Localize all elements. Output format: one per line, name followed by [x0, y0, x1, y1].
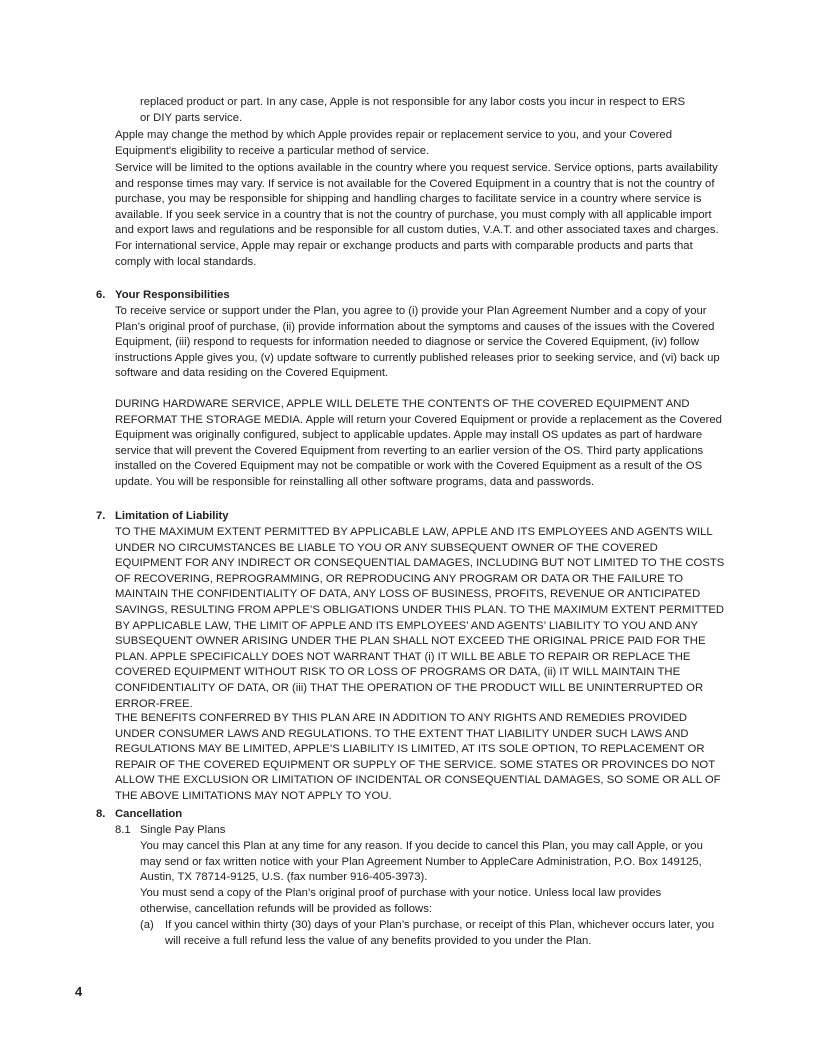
pre-paragraph-2: Apple may change the method by which Apple provides repair or replacement service to you, and your Covered Equipment's eligibility to receive a particular method of service. [115, 129, 672, 157]
section-7-paragraph-2: THE BENEFITS CONFERRED BY THIS PLAN ARE IN ADDITION TO ANY RIGHTS AND REMEDIES PROVIDED UNDER CONSUMER LAWS AND REGULATIONS. TO THE EXTENT THAT LIABILITY UNDER SUCH LAWS AND REGULATIONS MAY BE LIMITED, APPLE’S LIABILITY IS LIMITED, AT ITS SOLE OPTION, TO REPLACEMENT OR REPAIR OF THE COVERED EQUIPMENT OR SUPPLY OF THE SERVICE. SOME STATES OR PROVINCES DO NOT ALLOW THE EXCLUSION OR LIMITATION OF INCIDENTAL OR CONSEQUENTIAL DAMAGES, SO SOME OR ALL OF THE ABOVE LIMITATIONS MAY NOT APPLY TO YOU. [115, 712, 721, 802]
section-7-paragraph-1: TO THE MAXIMUM EXTENT PERMITTED BY APPLICABLE LAW, APPLE AND ITS EMPLOYEES AND AGENTS WILL UNDER NO CIRCUMSTANCES BE LIABLE TO YOU OR ANY SUBSEQUENT OWNER OF THE COVERED EQUIPMENT FOR ANY INDIRECT OR CONSEQUENTIAL DAMAGES, INCLUDING BUT NOT LIMITED TO THE COSTS OF RECOVERING, REPROGRAMMING, OR REPRODUCING ANY PROGRAM OR DATA OR THE FAILURE TO MAINTAIN THE CONFIDENTIALITY OF DATA, ANY LOSS OF BUSINESS, PROFITS, REVENUE OR ANTICIPATED SAVINGS, RESULTING FROM APPLE’S OBLIGATIONS UNDER THIS PLAN. TO THE MAXIMUM EXTENT PERMITTED BY APPLICABLE LAW, THE LIMIT OF APPLE AND ITS EMPLOYEES’ AND AGENTS’ LIABILITY TO YOU AND ANY SUBSEQUENT OWNER ARISING UNDER THE PLAN SHALL NOT EXCEED THE ORIGINAL PRICE PAID FOR THE PLAN. APPLE SPECIFICALLY DOES NOT WARRANT THAT (i) IT WILL BE ABLE TO REPAIR OR REPLACE THE COVERED EQUIPMENT WITHOUT RISK TO OR LOSS OF PROGRAMS OR DATA, (ii) IT WILL MAINTAIN THE CONFIDENTIALITY OF DATA, OR (iii) THAT THE OPERATION OF THE PRODUCT WILL BE UNINTERRUPTED OR ERROR-FREE. [115, 526, 725, 710]
page-number: 4 [75, 984, 83, 999]
section-6-number: 6. [96, 289, 106, 301]
section-8-number: 8. [96, 808, 106, 820]
section-6-paragraph-1: To receive service or support under the Plan, you agree to (i) provide your Plan Agreement Number and a copy of your Plan’s original proof of purchase, (ii) provide information about the symptoms and causes of the issues with the Covered Equipment, (iii) respond to requests for information needed to diagnose or service the Covered Equipment, (iv) follow instructions Apple gives you, (v) update software to currently published releases prior to seeking service, and (vi) back up software and data residing on the Covered Equipment. [115, 305, 720, 380]
subsection-8-1-title: Single Pay Plans [140, 824, 226, 836]
pre-paragraph-1: replaced product or part. In any case, Apple is not responsible for any labor costs you incur in respect to ERS or DIY parts service. [140, 96, 686, 124]
pre-paragraph-3: Service will be limited to the options available in the country where you request service. Service options, parts availability and response times may vary. If service is not available for the Covered Equipment in a country that is not the country of purchase, you may be responsible for shipping and handling charges to facilitate service in a country where service is available. If you seek service in a country that is not the country of purchase, you must comply with all applicable import and export laws and regulations and be responsible for all custom duties, V.A.T. and other associated taxes and charges. For international service, Apple may repair or exchange products and parts with comparable products and parts that comply with local standards. [115, 162, 719, 268]
item-a-label: (a) [140, 919, 154, 931]
subsection-8-1-number: 8.1 [115, 824, 131, 836]
section-7-number: 7. [96, 510, 106, 522]
section-8-title: Cancellation [115, 808, 183, 820]
subsection-8-1-paragraph-2: You must send a copy of the Plan’s original proof of purchase with your notice. Unless local law provides otherwise, cancellation refunds will be provided as follows: [140, 887, 662, 915]
section-6-paragraph-2: DURING HARDWARE SERVICE, APPLE WILL DELETE THE CONTENTS OF THE COVERED EQUIPMENT AND REFORMAT THE STORAGE MEDIA. Apple will return your Covered Equipment or provide a replacement as the Covered Equipment was originally configured, subject to applicable updates. Apple may install OS updates as part of hardware service that will prevent the Covered Equipment from reverting to an earlier version of the OS. Third party applications installed on the Covered Equipment may not be compatible or work with the Covered Equipment as a result of the OS update. You will be responsible for reinstalling all other software programs, data and passwords. [115, 398, 722, 488]
subsection-8-1-paragraph-1: You may cancel this Plan at any time for any reason. If you decide to cancel this Plan, you may call Apple, or you may send or fax written notice with your Plan Agreement Number to AppleCare Administration, P.O. Box 149125, Austin, TX 78714-9125, U.S. (fax number 916-405-3973). [140, 840, 703, 884]
section-6-title: Your Responsibilities [115, 289, 230, 301]
section-7-title: Limitation of Liability [115, 510, 229, 522]
item-a-text: If you cancel within thirty (30) days of your Plan’s purchase, or receipt of this Plan, whichever occurs later, you will receive a full refund less the value of any benefits provided to you under the Plan. [165, 919, 715, 947]
